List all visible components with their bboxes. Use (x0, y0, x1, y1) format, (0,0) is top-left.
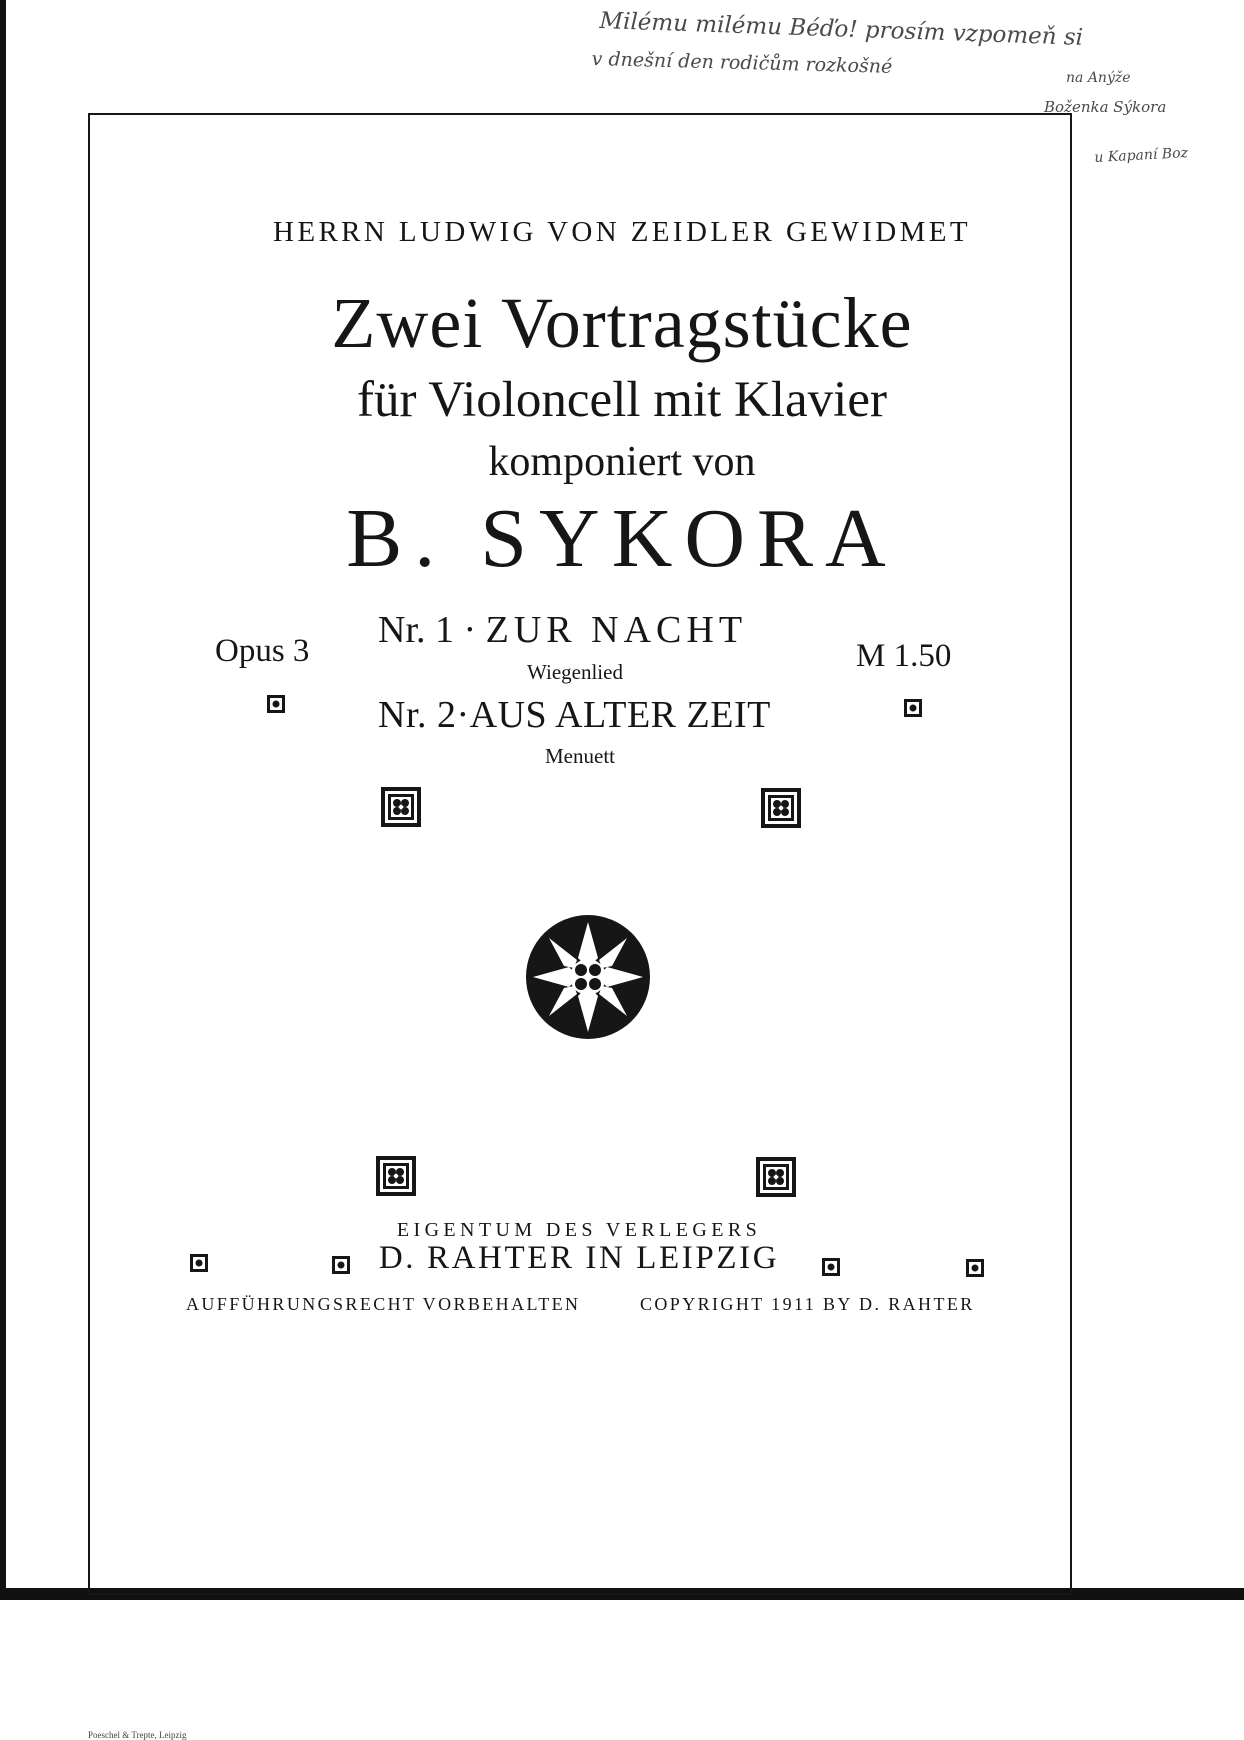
piece-2-title: AUS ALTER ZEIT (469, 694, 771, 736)
work-subtitle: für Violoncell mit Klavier (357, 372, 887, 428)
publisher-note: EIGENTUM DES VERLEGERS (396, 1219, 762, 1241)
piece-1-subtitle: Wiegenlied (527, 660, 623, 684)
composer-name: B. SYKORA (346, 492, 898, 585)
piece-1-title: ZUR NACHT (485, 609, 748, 651)
piece-1-number: Nr. 1 · (378, 609, 477, 651)
framed-flower-ornament-icon (380, 786, 422, 828)
piece-2-number: Nr. 2· (378, 694, 470, 736)
copyright-notice: COPYRIGHT 1911 BY D. RAHTER (640, 1294, 975, 1314)
handwriting-line-3: na Anýže (1066, 70, 1131, 86)
performance-rights: AUFFÜHRUNGSRECHT VORBEHALTEN (186, 1294, 581, 1314)
price: M 1.50 (856, 638, 952, 674)
framed-flower-ornament-icon (375, 1155, 417, 1197)
composed-by: komponiert von (488, 439, 756, 485)
printer-credit: Poeschel & Trepte, Leipzig (88, 1730, 187, 1740)
opus-number: Opus 3 (215, 633, 310, 669)
small-square-ornament-icon (266, 694, 286, 714)
framed-flower-ornament-icon (755, 1156, 797, 1198)
framed-flower-ornament-icon (760, 787, 802, 829)
piece-2-heading (378, 693, 771, 737)
small-square-ornament-icon (903, 698, 923, 718)
piece-1-heading (378, 608, 747, 652)
work-title: Zwei Vortragstücke (331, 283, 913, 363)
handwriting-line-5: u Kapaní Boz (1094, 145, 1189, 166)
handwriting-line-2: v dnešní den rodičům rozkošné (591, 48, 893, 78)
rosette-ornament-icon (524, 910, 652, 1044)
handwriting-line-1: Milému milému Béďo! prosím vzpomeň si (599, 8, 1084, 51)
handwriting-line-4: Boženka Sýkora (1044, 98, 1167, 116)
piece-2-subtitle: Menuett (545, 744, 615, 768)
dedication: HERRN LUDWIG VON ZEIDLER GEWIDMET (272, 216, 971, 248)
publisher: D. RAHTER IN LEIPZIG (378, 1240, 780, 1276)
